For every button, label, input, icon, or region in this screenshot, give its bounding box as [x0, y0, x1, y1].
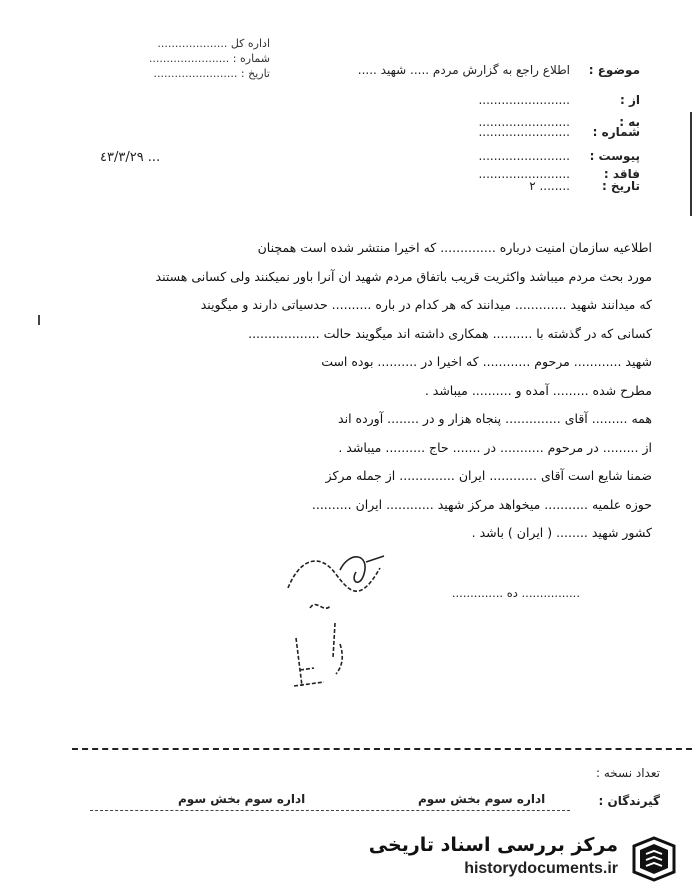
body-line: مطرح شده ......... آمده و .......... میباشد . [424, 382, 652, 398]
field-value: ........................ [478, 167, 570, 181]
header-line: شماره : ....................... [148, 52, 270, 65]
margin-mark [38, 315, 40, 325]
field-value: ........ ٢ [529, 179, 570, 193]
field-label: موضوع : [588, 63, 640, 77]
archive-logo-icon [628, 832, 680, 884]
footer-divider [90, 810, 570, 811]
field-label: پیوست : [589, 149, 640, 163]
body-line: از ......... در مرحوم ........... در ....... حاج .......... میباشد . [338, 439, 652, 455]
field-label: شماره : [592, 125, 640, 139]
field-label: تاریخ : [601, 179, 640, 193]
field-value: ........................ [478, 149, 570, 163]
footer-divider [72, 748, 692, 750]
body-text [72, 234, 652, 548]
page-edge-mark [690, 112, 692, 216]
field-value: ........................ [478, 93, 570, 107]
field-number [80, 122, 640, 142]
body-line: همه ......... آقای .............. پنجاه هزار و در ........ آورده اند [338, 411, 652, 426]
field-label: از : [620, 93, 640, 107]
field-label: به : [619, 115, 640, 129]
body-line: کشور شهید ........ ( ایران ) باشد . [471, 525, 652, 540]
field-date [80, 176, 640, 196]
recipient-entry: اداره سوم بخش سوم [418, 792, 546, 806]
field-from [80, 90, 640, 110]
body-line: اطلاعیه سازمان امنیت درباره .............. که اخیرا منتشر شده است همچنان [257, 240, 652, 255]
body-line: ضمنا شایع است آقای ............ ایران .............. از جمله مرکز [325, 468, 652, 483]
copies-label: تعداد نسخه : [595, 766, 660, 780]
field-value: اطلاع راجع به گزارش مردم ..... شهید ..... [357, 63, 570, 77]
body-line: کسانی که در گذشته با .......... همکاری داشته اند میگویند حالت .................. [248, 325, 652, 341]
field-attachment [80, 146, 640, 166]
recipients-label: گیرندگان : [598, 794, 660, 808]
body-line: شهید ............ مرحوم ............ که اخیرا در .......... بوده است [321, 354, 652, 369]
body-line: مورد بحث مردم میباشد واکثریت قریب باتفاق مردم شهید ان آنرا باور نمیکنند ولی کسانی هستند [155, 268, 652, 284]
body-line: حوزه علمیه ........... میخواهد مرکز شهید ............ ایران .......... [311, 496, 652, 512]
watermark-title: مرکز بررسی اسناد تاریخی [368, 834, 618, 856]
field-value: ........................ [478, 125, 570, 139]
handwritten-signature [280, 548, 400, 698]
archive-watermark [368, 830, 686, 886]
field-label: فاقد : [603, 167, 640, 181]
body-line: که میدانند شهید ............. میدانند که هر کدام در باره .......... حدسیاتی دارند و میگویند [200, 297, 652, 312]
signature-caption: ................ ده .............. [451, 586, 580, 600]
header-line: تاریخ : ........................ [153, 67, 270, 80]
field-value: ........................ [478, 115, 570, 129]
recipient-entry: اداره سوم بخش سوم [178, 792, 306, 806]
watermark-url: historydocuments.ir [464, 860, 618, 877]
header-line: اداره کل .................... [157, 37, 270, 50]
header-date: ٤٣/٣/٢٩ ... [100, 150, 161, 165]
field-subject [80, 60, 640, 80]
